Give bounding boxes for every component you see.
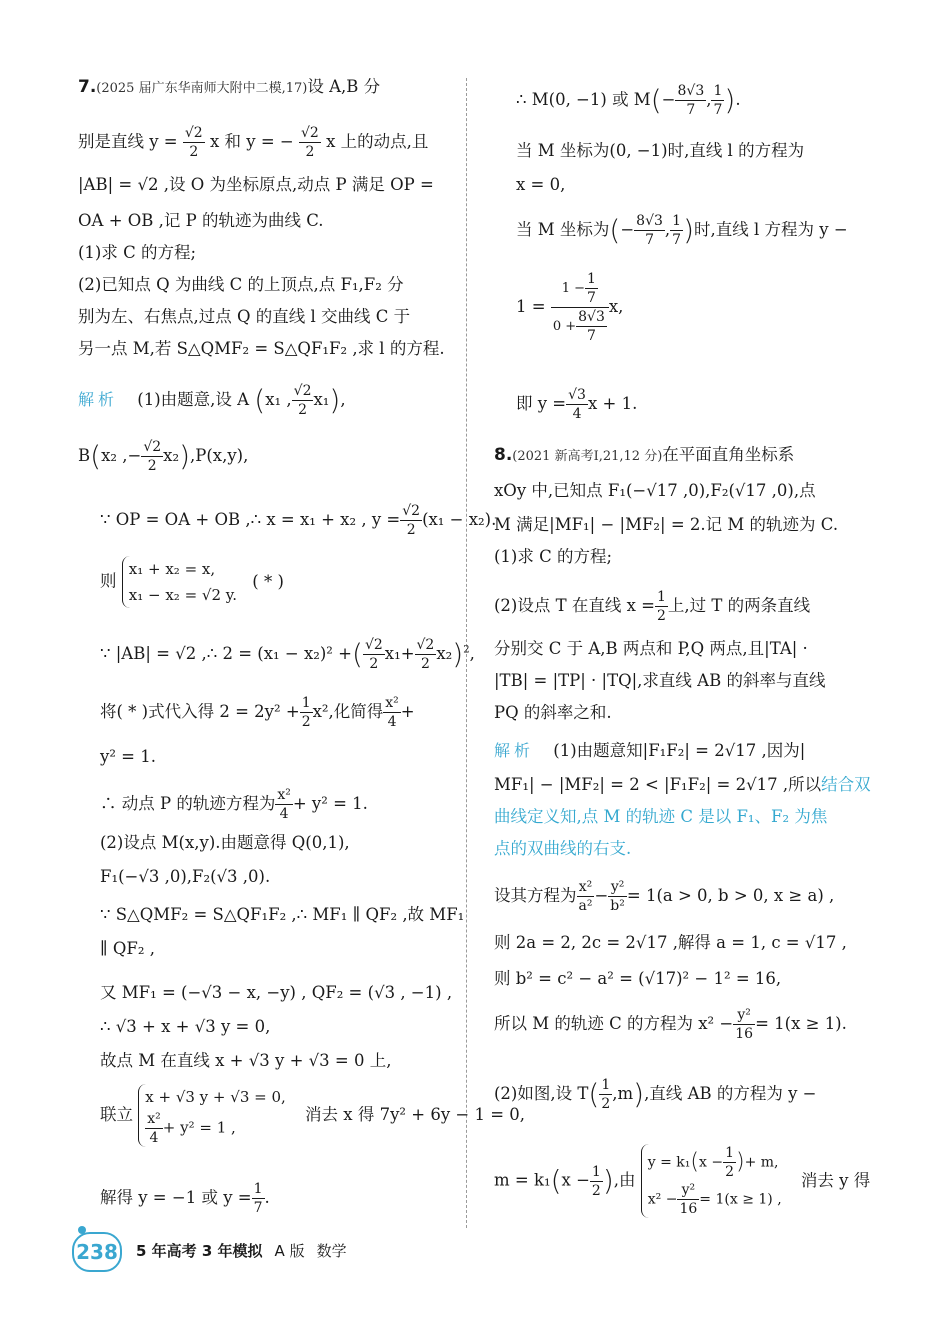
edition-label: A 版 xyxy=(274,1242,305,1260)
text-line: 将( * )式代入得 2 = 2y² + $\frac{1}{2}$ x²,化简得 $\frac{\text{x²}}{4}$ + xyxy=(100,695,415,730)
text-line: B(x₂ ,− $\frac{√2}{2}$ x₂),P(x,y), xyxy=(78,439,249,474)
fraction: $\frac{√2}{2}$ xyxy=(300,125,319,160)
text-line: MF₁| − |MF₂| = 2 < |F₁F₂| = 2√17 ,所以结合双 xyxy=(494,775,871,794)
text-line: 即 y = $\frac{√3}{4}$ x + 1. xyxy=(516,387,638,422)
text-line: 当 M 坐标为(− $\frac{8√3}{7}$ , $\frac{1}{7}$ )时,直线 l 方程为 y − xyxy=(516,213,848,248)
equation-system: m = k₁(x − $\frac{1}{2}$ ),由 y = k₁(x − $\frac{1}{2}$ )+ m, x² − $\frac{\text{y²}}{16}$ = 1(x ≥ 1) , 消去 y 得 xyxy=(494,1145,871,1217)
book-title: 5 年高考 3 年模拟 A 版 数学 xyxy=(136,1242,347,1260)
text-line: ∥ QF₂ , xyxy=(100,939,155,958)
question-2: (2)设点 T 在直线 x = $\frac{1}{2}$ 上,过 T 的两条直线 xyxy=(494,589,811,624)
problem-source: (2025 届广东华南师大附中二模,17) xyxy=(96,81,308,96)
highlighted-text: 结合双 xyxy=(821,775,871,794)
solution-label: 解析 xyxy=(78,390,119,409)
equation-system: 联立 x + √3 y + √3 = 0, $\frac{\text{x²}}{4}$ + y² = 1 , 消去 x 得 7y² + 6y − 1 = 0, xyxy=(100,1084,525,1147)
problem-number: 8. xyxy=(494,445,513,465)
problem-8-statement: 8.(2021 新高考Ⅰ,21,12 分)在平面直角坐标系 xyxy=(494,445,795,465)
text-line: 当 M 坐标为(0, −1)时,直线 l 的方程为 xyxy=(516,141,805,160)
equation-system: 则 x₁ + x₂ = x, x₁ − x₂ = √2 y. ( * ) xyxy=(100,556,284,608)
brace-system: y = k₁(x − $\frac{1}{2}$ )+ m, x² − $\frac{\text{y²}}{16}$ = 1(x ≥ 1) , xyxy=(641,1144,782,1218)
highlighted-text: 点的双曲线的右支. xyxy=(494,839,632,858)
text-line: 别是直线 y = $\frac{√2}{2}$ x 和 y = − $\frac{√2}{2}$ x 上的动点,且 xyxy=(78,125,429,160)
question-2: (2)已知点 Q 为曲线 C 的上顶点,点 F₁,F₂ 分 xyxy=(78,275,404,294)
highlighted-text: 曲线定义知,点 M 的轨迹 C 是以 F₁、F₂ 为焦 xyxy=(494,807,828,826)
text-line: PQ 的斜率之和. xyxy=(494,703,612,722)
text-line: 故点 M 在直线 x + √3 y + √3 = 0 上, xyxy=(100,1051,392,1070)
text-line: x = 0, xyxy=(516,175,566,194)
text-line: |TB| = |TP| · |TQ|,求直线 AB 的斜率与直线 xyxy=(494,671,826,690)
text-line: ∵ |AB| = √2 ,∴ 2 = (x₁ − x₂)² +( $\frac{√2}{2}$ x₁+ $\frac{√2}{2}$ x₂)$^2$, xyxy=(100,637,475,672)
text-line: 解得 y = −1 或 y = $\frac{1}{7}$ . xyxy=(100,1181,270,1216)
text-line: M 满足|MF₁| − |MF₂| = 2.记 M 的轨迹为 C. xyxy=(494,515,839,534)
solution-line: 解析 (1)由题意,设 A (x₁ , $\frac{√2}{2}$ x₁), xyxy=(78,383,346,418)
text-line: ∵ S△QMF₂ = S△QF₁F₂ ,∴ MF₁ ∥ QF₂ ,故 MF₁ xyxy=(100,905,465,924)
problem-source: (2021 新高考Ⅰ,21,12 分) xyxy=(512,449,663,464)
subject-label: 数学 xyxy=(316,1242,347,1260)
text-line: ∴ M(0, −1) 或 M(− $\frac{8√3}{7}$ , $\frac{1}{7}$ ). xyxy=(516,83,741,118)
text-line: 分别交 C 于 A,B 两点和 P,Q 两点,且|TA| · xyxy=(494,639,808,658)
compound-fraction: 1 − $\frac{1}{7}$ 0 + $\frac{8√3}{7}$ xyxy=(551,270,609,345)
page-number: 238 xyxy=(72,1232,122,1272)
solution-line: 解析 (1)由题意知|F₁F₂| = 2√17 ,因为| xyxy=(494,741,806,760)
text-line: xOy 中,已知点 F₁(−√17 ,0),F₂(√17 ,0),点 xyxy=(494,481,816,500)
text-line: 设其方程为 $\frac{\text{x²}}{\text{a²}}$ − $\frac{\text{y²}}{\text{b²}}$ = 1(a > 0, b > 0, x ≥ a) , xyxy=(494,879,835,914)
text-line: 另一点 M,若 S△QMF₂ = S△QF₁F₂ ,求 l 的方程. xyxy=(78,339,445,358)
text-line: OA + OB ,记 P 的轨迹为曲线 C. xyxy=(78,211,324,230)
text-line: y² = 1. xyxy=(100,747,156,766)
text-line: 则 b² = c² − a² = (√17)² − 1² = 16, xyxy=(494,969,782,988)
brace-system: x + √3 y + √3 = 0, $\frac{\text{x²}}{4}$ + y² = 1 , xyxy=(138,1084,286,1147)
text-line: ∴ √3 + x + √3 y = 0, xyxy=(100,1017,271,1036)
text-line: 又 MF₁ = (−√3 − x, −y) , QF₂ = (√3 , −1) , xyxy=(100,983,453,1002)
problem-number: 7. xyxy=(78,77,97,97)
question-1: (1)求 C 的方程; xyxy=(494,547,613,566)
problem-7-statement: 7.(2025 届广东华南师大附中二模,17)设 A,B 分 xyxy=(78,77,381,97)
question-1: (1)求 C 的方程; xyxy=(78,243,197,262)
fraction: $\frac{√2}{2}$ xyxy=(184,125,203,160)
text-line: 别为左、右焦点,过点 Q 的直线 l 交曲线 C 于 xyxy=(78,307,411,326)
text-line: ∵ OP = OA + OB ,∴ x = x₁ + x₂ , y = $\frac{√2}{2}$ (x₁ − x₂). xyxy=(100,503,497,538)
compound-fraction-line: 1 = 1 − $\frac{1}{7}$ 0 + $\frac{8√3}{7}$ x, xyxy=(516,271,624,344)
text-line: F₁(−√3 ,0),F₂(√3 ,0). xyxy=(100,867,271,886)
text-line: (2)如图,设 T( $\frac{1}{2}$ ,m),直线 AB 的方程为 y − xyxy=(494,1077,817,1112)
text-line: |AB| = √2 ,设 O 为坐标原点,动点 P 满足 OP = xyxy=(78,175,434,194)
text-line: (2)设点 M(x,y).由题意得 Q(0,1), xyxy=(100,833,350,852)
text-line: 所以 M 的轨迹 C 的方程为 x² − $\frac{\text{y²}}{16}$ = 1(x ≥ 1). xyxy=(494,1007,847,1042)
text-line: 则 2a = 2, 2c = 2√17 ,解得 a = 1, c = √17 , xyxy=(494,933,847,952)
brace-system: x₁ + x₂ = x, x₁ − x₂ = √2 y. xyxy=(122,556,237,608)
text-line: ∴ 动点 P 的轨迹方程为 $\frac{\text{x²}}{4}$ + y² = 1. xyxy=(100,787,368,822)
solution-label: 解析 xyxy=(494,741,535,760)
